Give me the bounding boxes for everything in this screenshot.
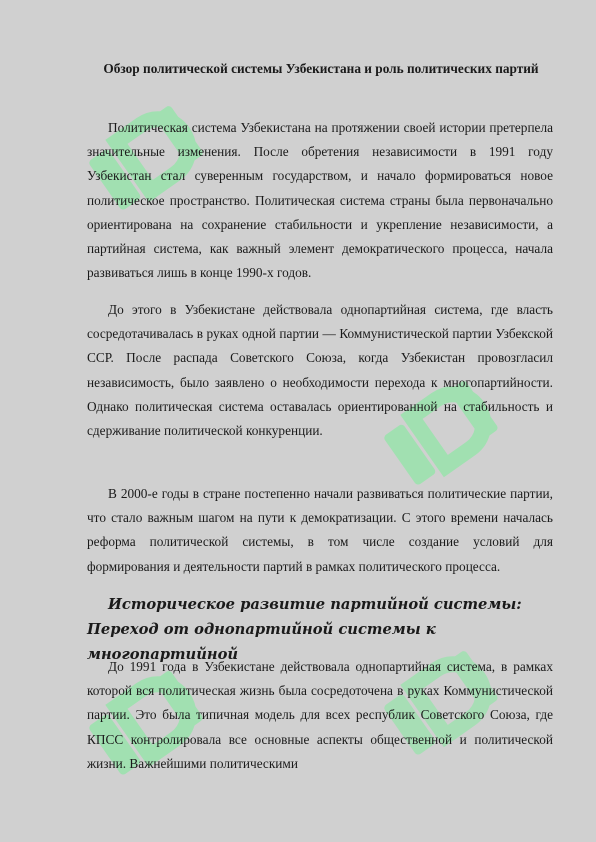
paragraph: До 1991 года в Узбекистане действовала однопартийная система, в рамках которой вся политическая жизнь была сосредоточена в руках Коммунистической партии. Это была типичная модель для всех республик Советского Союза, где КПСС контролировала все основные аспекты общественной и политической жизни. Важнейшими политическими — [87, 659, 553, 771]
paragraph: Политическая система Узбекистана на протяжении своей истории претерпела значительные изменения. После обретения независимости в 1991 году Узбекистан стал суверенным государством, и начало формироваться новое политическое пространство. Политическая система страны была первоначально ориентирована на сохранение стабильности и укрепление независимости, а партийная система, как важный элемент демократического процесса, начала развиваться лишь в конце 1990-х годов. — [87, 120, 553, 281]
document-title: Обзор политической системы Узбекистана и роль политических партий — [103, 61, 539, 76]
section-heading: Историческое развитие партийной системы: Переход от однопартийной системы к многопартийной — [87, 596, 522, 663]
paragraph: До этого в Узбекистане действовала однопартийная система, где власть сосредотачивалась в руках одной партии — Коммунистической партии Узбекской ССР. После распада Советского Союза, когда Узбекистан провозгласил независимость, было заявлено о необходимости перехода к многопартийности. Однако политическая система оставалась ориентированной на стабильность и сдерживание политической конкуренции. — [87, 302, 553, 439]
paragraph: В 2000-е годы в стране постепенно начали развиваться политические партии, что стало важным шагом на пути к демократизации. С этого времени началась реформа политической системы, в том числе создание условий для формирования и деятельности партий в рамках политического процесса. — [87, 486, 553, 574]
